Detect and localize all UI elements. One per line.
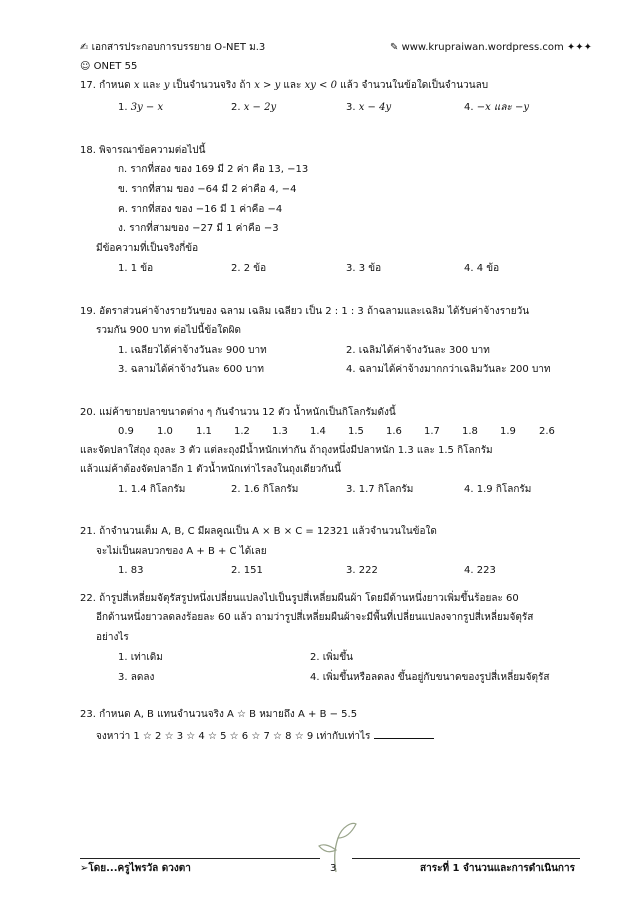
choice-number: 1. xyxy=(118,565,128,576)
choice-number: 4. xyxy=(464,102,474,113)
choice-text: x − 4y xyxy=(358,102,392,113)
header-sub xyxy=(80,60,137,73)
q19-choice-4[interactable] xyxy=(346,363,551,376)
q22-choice-1[interactable] xyxy=(118,651,163,664)
answer-blank[interactable] xyxy=(374,728,434,739)
choice-text: 1 ข้อ xyxy=(130,263,154,274)
q19-stem-2: รวมกัน 900 บาท ต่อไปนี้ข้อใดผิด xyxy=(96,325,241,336)
footer-rule-right xyxy=(352,858,580,859)
q20-choice-4[interactable] xyxy=(464,483,531,496)
q18-item-1: ก. รากที่สอง ของ 169 มี 2 ค่า คือ 13, −13 xyxy=(118,164,309,175)
choice-number: 3. xyxy=(346,484,356,495)
q18-item-3: ค. รากที่สอง ของ −16 มี 1 ค่าคือ −4 xyxy=(118,204,283,215)
q22-stem-3: อย่างไร xyxy=(96,632,129,643)
q22-choice-4[interactable] xyxy=(310,671,549,684)
q17-cond-1: x > y xyxy=(254,80,281,91)
q23-stem-1: 23. กำหนด A, B แทนจำนวนจริง A ☆ B หมายถึง A + B − 5.5 xyxy=(80,709,358,720)
choice-text: ฉลามได้ค่าจ้างมากกว่าเฉลิมวันละ 200 บาท xyxy=(358,364,551,375)
q21-choice-4[interactable] xyxy=(464,564,496,577)
q20-line-3: และจัดปลาใส่ถุง ถุงละ 3 ตัว แต่ละถุงมีน้ำหนักเท่ากัน ถ้าถุงหนึ่งมีปลาหนัก 1.3 และ 1.5 กิโลกรัม xyxy=(80,445,493,456)
q20-choice-3[interactable] xyxy=(346,483,413,496)
choice-text: x − 2y xyxy=(243,102,277,113)
q20-choice-1[interactable] xyxy=(118,483,185,496)
q20-weight-6: 1.4 xyxy=(310,426,326,437)
q22-choice-2[interactable] xyxy=(310,651,353,664)
choice-number: 3. xyxy=(346,102,356,113)
q17-choice-1[interactable] xyxy=(118,101,163,114)
choice-number: 4. xyxy=(464,565,474,576)
q19-choice-1[interactable] xyxy=(118,344,267,357)
q17-var-x: x xyxy=(133,80,140,91)
choice-text: 1.6 กิโลกรัม xyxy=(243,484,299,495)
choice-text: −x และ −y xyxy=(476,102,530,113)
arrow-bullet-icon: ➢ xyxy=(80,863,89,874)
q19-choice-2[interactable] xyxy=(346,344,490,357)
q21-choice-2[interactable] xyxy=(231,564,263,577)
choice-number: 3. xyxy=(118,364,128,375)
q17-stem-c: แล้ว จำนวนในข้อใดเป็นจำนวนลบ xyxy=(340,80,489,91)
choice-text: 1.4 กิโลกรัม xyxy=(130,484,186,495)
q23-stem-2-row xyxy=(96,728,434,743)
choice-text: 223 xyxy=(476,565,496,576)
q20-stem: 20. แม่ค้าขายปลาขนาดต่าง ๆ กันจำนวน 12 ตัว น้ำหนักเป็นกิโลกรัมดังนี้ xyxy=(80,407,396,418)
q20-weight-3: 1.1 xyxy=(196,426,212,437)
choice-number: 1. xyxy=(118,484,128,495)
q21-choice-3[interactable] xyxy=(346,564,378,577)
q17-var-y: y xyxy=(163,80,170,91)
header-title: เอกสารประกอบการบรรยาย O-NET ม.3 xyxy=(91,42,266,53)
q18-choice-1[interactable] xyxy=(118,262,153,275)
choice-text: 1.7 กิโลกรัม xyxy=(358,484,414,495)
q17-stem-a: 17. กำหนด xyxy=(80,80,131,91)
q18-stem: 18. พิจารณาข้อความต่อไปนี้ xyxy=(80,145,206,156)
choice-number: 2. xyxy=(231,263,241,274)
choice-number: 1. xyxy=(118,263,128,274)
choice-text: ฉลามได้ค่าจ้างวันละ 600 บาท xyxy=(130,364,265,375)
q20-weight-5: 1.3 xyxy=(272,426,288,437)
q20-weight-1: 0.9 xyxy=(118,426,134,437)
q22-stem-2: อีกด้านหนึ่งยาวลดลงร้อยละ 60 แล้ว ถามว่ารูปสี่เหลี่ยมผืนผ้าจะมีพื้นที่เปลี่ยนแปลงจากรูปสี่เหลี่ยมจัตุรัส xyxy=(96,612,534,623)
choice-number: 2. xyxy=(231,565,241,576)
q18-choice-4[interactable] xyxy=(464,262,499,275)
choice-text: เพิ่มขึ้นหรือลดลง ขึ้นอยู่กับขนาดของรูปสี่เหลี่ยมจัตุรัส xyxy=(322,672,550,683)
footer-page-number: 3 xyxy=(330,863,337,874)
choice-text: 151 xyxy=(243,565,263,576)
choice-number: 2. xyxy=(346,345,356,356)
q17-choice-3[interactable] xyxy=(346,101,391,114)
footer-left xyxy=(80,862,191,875)
q22-stem-1: 22. ถ้ารูปสี่เหลี่ยมจัตุรัสรูปหนึ่งเปลี่ยนแปลงไปเป็นรูปสี่เหลี่ยมผืนผ้า โดยมีด้านหนึ่งยาวเพิ่มขึ้นร้อยละ 60 xyxy=(80,593,519,604)
q17-choice-4[interactable] xyxy=(464,101,529,114)
choice-text: 4 ข้อ xyxy=(476,263,500,274)
choice-text: เท่าเดิม xyxy=(130,652,163,663)
q18-choice-3[interactable] xyxy=(346,262,381,275)
choice-number: 3. xyxy=(346,565,356,576)
q18-choice-2[interactable] xyxy=(231,262,266,275)
footer-author: โดย...ครูไพรวัล ดวงตา xyxy=(88,863,191,874)
q22-choice-3[interactable] xyxy=(118,671,154,684)
q20-weight-8: 1.6 xyxy=(386,426,402,437)
q18-item-4: ง. รากที่สามของ −27 มี 1 ค่าคือ −3 xyxy=(118,223,279,234)
choice-text: 2 ข้อ xyxy=(243,263,267,274)
choice-number: 1. xyxy=(118,345,128,356)
q21-stem-2: จะไม่เป็นผลบวกของ A + B + C ได้เลย xyxy=(96,546,267,557)
q17-cond-2: xy < 0 xyxy=(304,80,337,91)
choice-text: 222 xyxy=(358,565,378,576)
choice-text: เฉลิมได้ค่าจ้างวันละ 300 บาท xyxy=(358,345,490,356)
footer-rule-left xyxy=(80,858,320,859)
header-subtitle: ONET 55 xyxy=(93,61,138,72)
q18-question: มีข้อความที่เป็นจริงกี่ข้อ xyxy=(96,243,199,254)
q20-weight-7: 1.5 xyxy=(348,426,364,437)
q17-stem-b: เป็นจำนวนจริง ถ้า xyxy=(172,80,252,91)
choice-number: 3. xyxy=(118,672,128,683)
q17-and-2: และ xyxy=(283,80,302,91)
pen-writing-icon: ✍ xyxy=(80,42,89,53)
q20-weight-11: 1.9 xyxy=(500,426,516,437)
writing-hand-icon: ✎ xyxy=(390,42,399,53)
choice-number: 1. xyxy=(118,652,128,663)
star-ornament-icon: ✦✦✦ xyxy=(566,42,593,53)
footer-section-title: สาระที่ 1 จำนวนและการดำเนินการ xyxy=(420,863,575,874)
choice-number: 4. xyxy=(310,672,320,683)
choice-number: 4. xyxy=(346,364,356,375)
choice-number: 2. xyxy=(231,484,241,495)
q23-stem-2: จงหาว่า 1 ☆ 2 ☆ 3 ☆ 4 ☆ 5 ☆ 6 ☆ 7 ☆ 8 ☆ 9 เท่ากับเท่าไร xyxy=(96,731,371,742)
choice-number: 4. xyxy=(464,484,474,495)
q20-weight-9: 1.7 xyxy=(424,426,440,437)
q17-and-1: และ xyxy=(142,80,161,91)
header-left xyxy=(80,41,265,54)
q20-line-4: แล้วแม่ค้าต้องจัดปลาอีก 1 ตัวน้ำหนักเท่าไรลงในถุงเดียวกันนี้ xyxy=(80,464,341,475)
smiley-face-icon: ☺ xyxy=(80,61,91,72)
choice-text: 1.9 กิโลกรัม xyxy=(476,484,532,495)
q18-item-2: ข. รากที่สาม ของ −64 มี 2 ค่าคือ 4, −4 xyxy=(118,184,297,195)
choice-text: เฉลียวได้ค่าจ้างวันละ 900 บาท xyxy=(130,345,267,356)
choice-text: ลดลง xyxy=(130,672,155,683)
choice-text: 3 ข้อ xyxy=(358,263,382,274)
q20-weight-12: 2.6 xyxy=(539,426,555,437)
header-website[interactable]: www.krupraiwan.wordpress.com xyxy=(401,42,564,53)
q19-choice-3[interactable] xyxy=(118,363,264,376)
q19-stem-1: 19. อัตราส่วนค่าจ้างรายวันของ ฉลาม เฉลิม เฉลียว เป็น 2 : 1 : 3 ถ้าฉลามและเฉลิม ได้รับค่าจ้างรายวัน xyxy=(80,306,530,317)
choice-number: 2. xyxy=(310,652,320,663)
choice-number: 2. xyxy=(231,102,241,113)
header-right xyxy=(390,41,592,54)
q20-weight-10: 1.8 xyxy=(462,426,478,437)
choice-number: 3. xyxy=(346,263,356,274)
choice-text: 83 xyxy=(130,565,144,576)
q20-choice-2[interactable] xyxy=(231,483,298,496)
choice-number: 4. xyxy=(464,263,474,274)
q17-stem xyxy=(80,79,488,92)
q21-stem-1: 21. ถ้าจำนวนเต็ม A, B, C มีผลคูณเป็น A × B × C = 12321 แล้วจำนวนในข้อใด xyxy=(80,526,437,537)
q20-weight-2: 1.0 xyxy=(157,426,173,437)
q21-choice-1[interactable] xyxy=(118,564,143,577)
choice-text: เพิ่มขึ้น xyxy=(322,652,354,663)
leaf-sprout-icon xyxy=(316,820,360,874)
choice-number: 1. xyxy=(118,102,128,113)
q20-weight-4: 1.2 xyxy=(234,426,250,437)
q17-choice-2[interactable] xyxy=(231,101,276,114)
choice-text: 3y − x xyxy=(130,102,164,113)
